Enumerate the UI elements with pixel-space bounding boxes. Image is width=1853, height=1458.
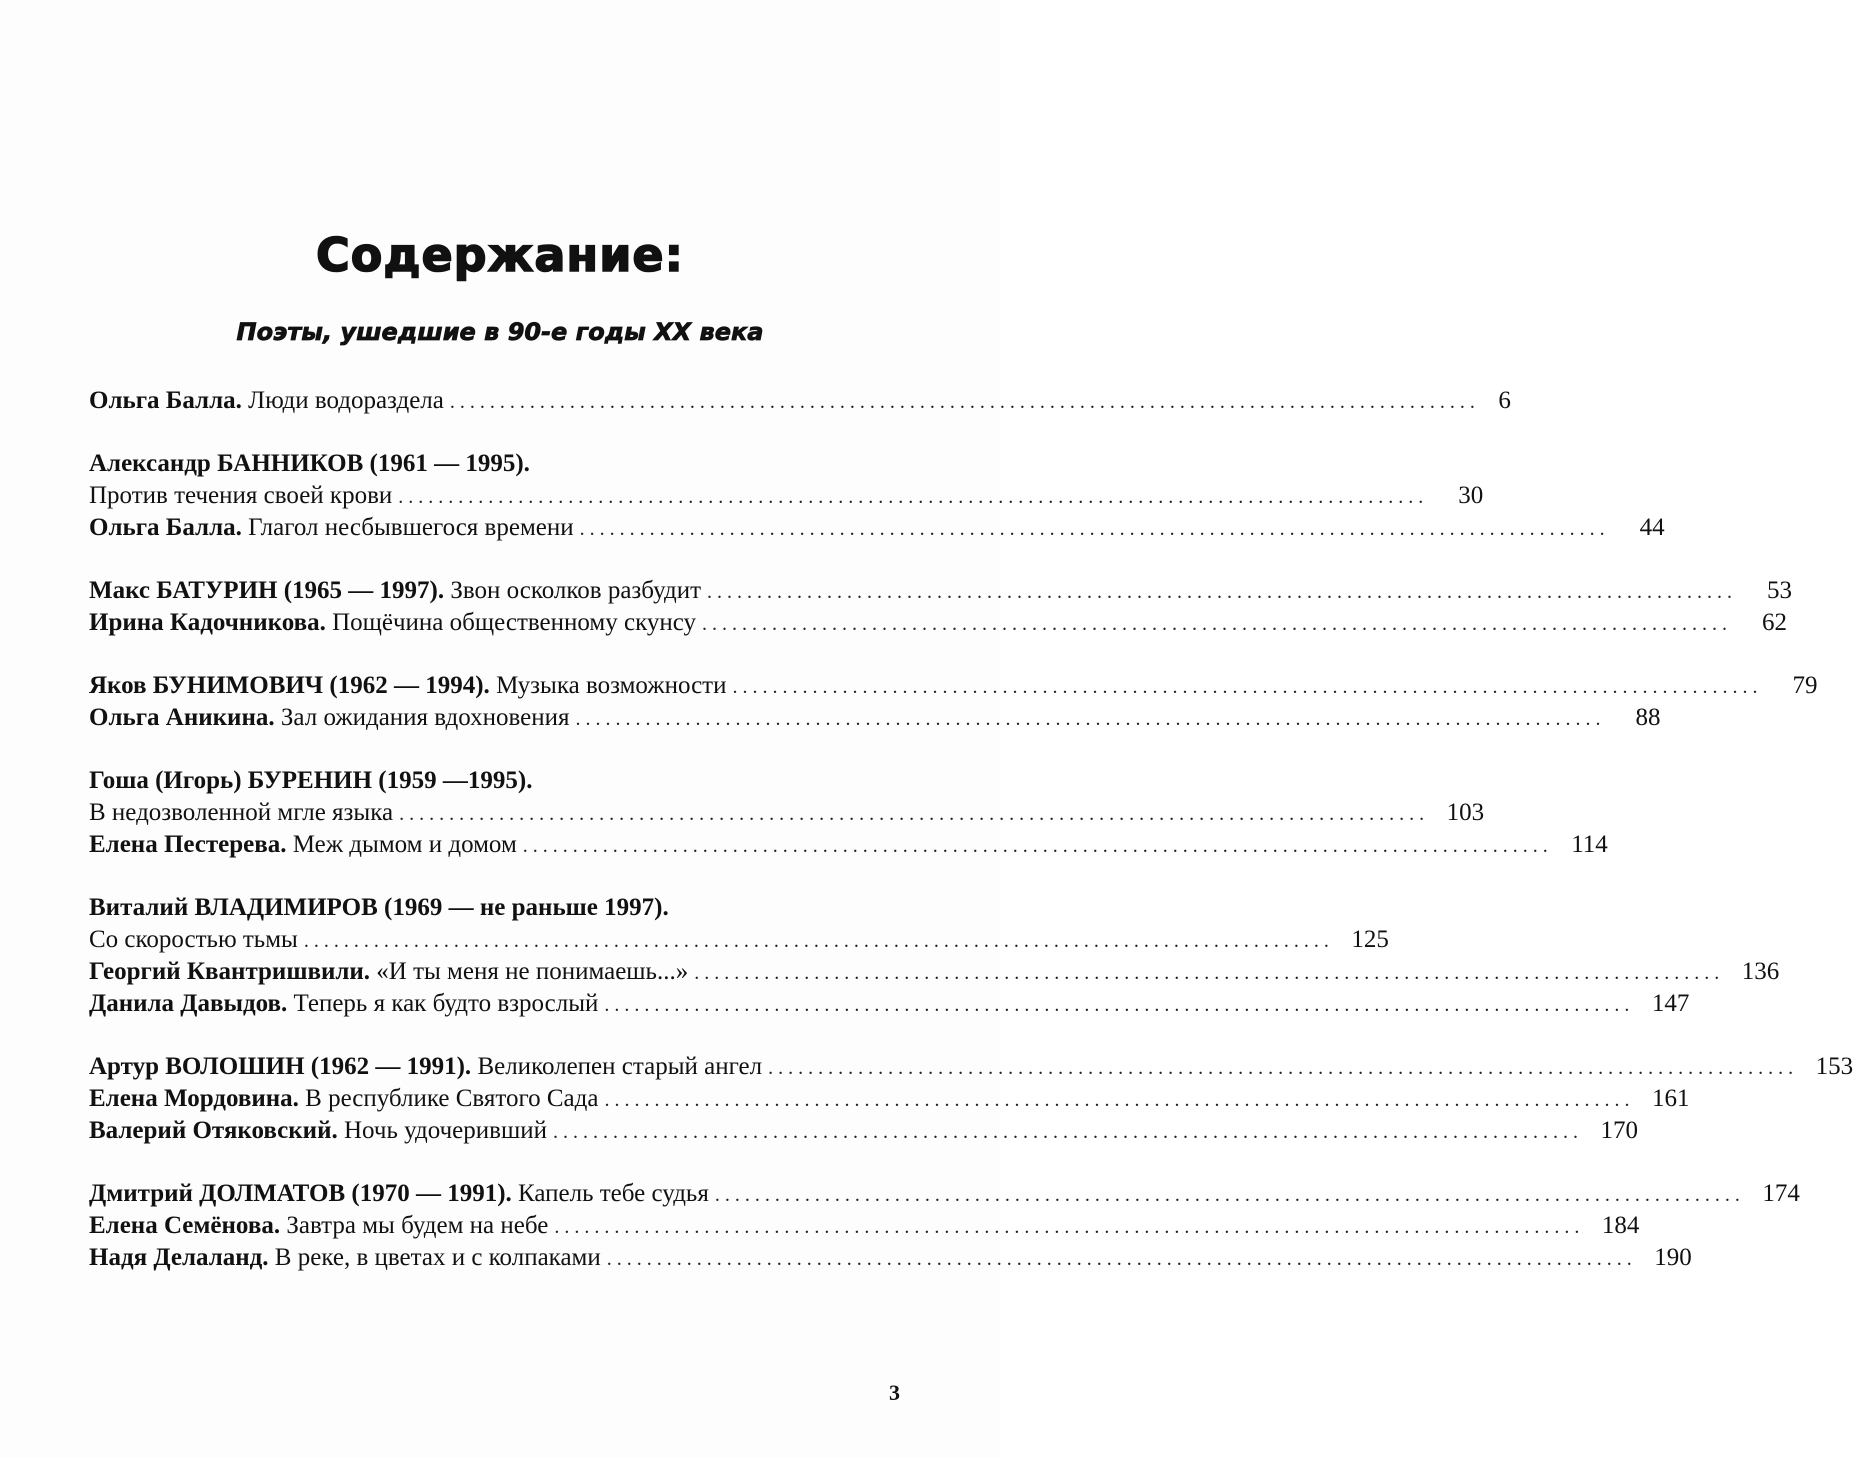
- toc-author: Георгий Квантришвили.: [89, 958, 371, 985]
- toc-entry-text: [89, 765, 532, 797]
- toc-entry-text: [89, 988, 598, 1020]
- dot-leader: [399, 798, 1424, 830]
- toc-entry[interactable]: [89, 765, 899, 797]
- toc-group: [89, 448, 1665, 544]
- toc-author: Елена Семёнова.: [89, 1212, 281, 1239]
- toc-author: Данила Давыдов.: [89, 990, 288, 1017]
- toc-page-number: 184: [1601, 1212, 1640, 1239]
- toc-group: [89, 892, 1780, 1020]
- dot-leader: [607, 1243, 1632, 1275]
- dot-leader: [732, 671, 1757, 703]
- toc-entry[interactable]: [89, 892, 899, 924]
- toc-author: Гоша (Игорь) БУРЕНИН (1959 —1995).: [89, 767, 533, 794]
- toc-author: Дмитрий ДОЛМАТОВ (1970 — 1991).: [89, 1180, 512, 1207]
- dot-leader: [604, 989, 1629, 1021]
- toc-entry[interactable]: [89, 1083, 1690, 1115]
- dot-leader: [707, 576, 1732, 608]
- toc-author: Валерий Отяковский.: [89, 1117, 338, 1144]
- toc-entry-text: [89, 1210, 548, 1242]
- toc-page-number: 114: [1571, 831, 1608, 858]
- toc-page-number: 136: [1741, 958, 1780, 985]
- toc-entry-text: [89, 512, 574, 544]
- page-title: Содержание:: [315, 228, 685, 282]
- toc-author: Елена Пестерева.: [89, 831, 287, 858]
- toc-entry-text: [89, 829, 517, 861]
- toc-page-number: 190: [1654, 1244, 1692, 1271]
- toc-work-title: Со скоростью тьмы: [89, 926, 298, 953]
- toc-page-number: 170: [1600, 1117, 1638, 1144]
- toc-work-title: Великолепен старый ангел: [471, 1053, 763, 1080]
- toc-entry-text: [89, 924, 298, 956]
- dot-leader: [580, 513, 1605, 545]
- toc-entry[interactable]: [89, 448, 899, 480]
- toc-entry-text: [89, 607, 696, 639]
- toc-entry-text: [89, 480, 392, 512]
- toc-author: Виталий ВЛАДИМИРОВ (1969 — не раньше 1997).: [89, 894, 669, 921]
- toc-author: Яков БУНИМОВИЧ (1962 — 1994).: [89, 672, 490, 699]
- toc-entry[interactable]: [89, 1242, 1692, 1274]
- dot-leader: [604, 1084, 1629, 1116]
- dot-leader: [694, 957, 1719, 989]
- toc-author: Макс БАТУРИН (1965 — 1997).: [89, 577, 445, 604]
- toc-entry[interactable]: [89, 385, 1511, 417]
- toc-entry-text: [89, 448, 530, 480]
- toc-page-number: 161: [1651, 1085, 1690, 1112]
- toc-work-title: Музыка возможности: [489, 672, 727, 699]
- toc-author: Ольга Балла.: [89, 514, 242, 541]
- toc-entry-text: [89, 575, 701, 607]
- toc-work-title: «И ты меня не понимаешь...»: [370, 958, 689, 985]
- toc-entry[interactable]: [89, 1210, 1640, 1242]
- toc-entry[interactable]: [89, 607, 1788, 639]
- toc-group: [89, 1178, 1800, 1274]
- toc-page-number: 30: [1458, 482, 1484, 509]
- toc-entry-text: [89, 1051, 762, 1083]
- toc-author: Елена Мордовина.: [89, 1085, 299, 1112]
- toc-work-title: Ночь удочеривший: [337, 1117, 547, 1144]
- toc-entry[interactable]: [89, 797, 1485, 829]
- toc-page-number: 6: [1498, 387, 1511, 414]
- toc-entry-text: [89, 1178, 709, 1210]
- toc-entry[interactable]: [89, 924, 1389, 956]
- dot-leader: [715, 1179, 1740, 1211]
- toc-entry-text: [89, 385, 444, 417]
- dot-leader: [702, 608, 1727, 640]
- toc-entry[interactable]: [89, 1051, 1853, 1083]
- toc-work-title: Люди водораздела: [241, 387, 444, 414]
- dot-leader: [450, 386, 1475, 418]
- toc-work-title: Зал ожидания вдохновения: [274, 704, 570, 731]
- page-number: 3: [889, 1380, 900, 1405]
- toc-page-number: 147: [1651, 990, 1690, 1017]
- dot-leader: [768, 1052, 1793, 1084]
- toc-group: [89, 1051, 1853, 1147]
- toc-work-title: Капель тебе судья: [511, 1180, 709, 1207]
- toc-entry[interactable]: [89, 829, 1608, 861]
- toc-entry[interactable]: [89, 956, 1780, 988]
- toc-work-title: Завтра мы будем на небе: [280, 1212, 549, 1239]
- toc-author: Ольга Аникина.: [89, 704, 275, 731]
- dot-leader: [304, 925, 1329, 957]
- dot-leader: [523, 830, 1548, 862]
- toc-entry-text: [89, 1083, 598, 1115]
- toc-entry[interactable]: [89, 1178, 1800, 1210]
- section-subtitle: Поэты, ушедшие в 90-е годы XX века: [236, 318, 764, 346]
- dot-leader: [575, 703, 1600, 735]
- toc-page-number: 125: [1351, 926, 1389, 953]
- toc-work-title: Теперь я как будто взрослый: [287, 990, 599, 1017]
- toc-work-title: Против течения своей крови: [89, 482, 393, 509]
- toc-author: Артур ВОЛОШИН (1962 — 1991).: [89, 1053, 472, 1080]
- toc-page-number: 62: [1762, 609, 1788, 636]
- toc-group: [89, 670, 1818, 734]
- toc-entry[interactable]: [89, 670, 1818, 702]
- toc-page-number: 103: [1446, 799, 1485, 826]
- toc-entry[interactable]: [89, 988, 1690, 1020]
- toc-page-number: 153: [1815, 1053, 1853, 1080]
- toc-work-title: В недозволенной мгле языка: [89, 799, 394, 826]
- toc-group: [89, 575, 1793, 639]
- toc-author: Александр БАННИКОВ (1961 — 1995).: [89, 450, 530, 477]
- toc-entry[interactable]: [89, 480, 1484, 512]
- toc-entry[interactable]: [89, 512, 1665, 544]
- toc-entry-text: [89, 1242, 601, 1274]
- toc-page-number: 44: [1639, 514, 1665, 541]
- toc-page-number: 79: [1792, 672, 1818, 699]
- toc-work-title: Глагол несбывшегося времени: [241, 514, 574, 541]
- toc-work-title: В республике Святого Сада: [298, 1085, 599, 1112]
- toc-entry[interactable]: [89, 575, 1793, 607]
- toc-entry-text: [89, 702, 569, 734]
- dot-leader: [398, 481, 1423, 513]
- toc-author: Надя Делаланд.: [89, 1244, 269, 1271]
- toc-page-number: 88: [1635, 704, 1661, 731]
- toc-entry-text: [89, 1115, 547, 1147]
- toc-work-title: Звон осколков разбудит: [444, 577, 702, 604]
- toc-author: Ольга Балла.: [89, 387, 242, 414]
- toc-group: [89, 385, 1511, 417]
- toc-entry-text: [89, 797, 393, 829]
- toc-page-number: 53: [1767, 577, 1793, 604]
- toc-entry-text: [89, 956, 688, 988]
- toc-entry[interactable]: [89, 702, 1661, 734]
- toc-group: [89, 765, 1608, 861]
- table-of-contents: [89, 385, 1853, 1305]
- toc-work-title: Пощёчина общественному скунсу: [325, 609, 697, 636]
- toc-author: Ирина Кадочникова.: [89, 609, 326, 636]
- dot-leader: [554, 1211, 1579, 1243]
- toc-work-title: Меж дымом и домом: [286, 831, 517, 858]
- toc-page-number: 174: [1762, 1180, 1800, 1207]
- toc-entry[interactable]: [89, 1115, 1638, 1147]
- toc-entry-text: [89, 892, 669, 924]
- toc-entry-text: [89, 670, 726, 702]
- toc-work-title: В реке, в цветах и с колпаками: [268, 1244, 601, 1271]
- dot-leader: [553, 1116, 1578, 1148]
